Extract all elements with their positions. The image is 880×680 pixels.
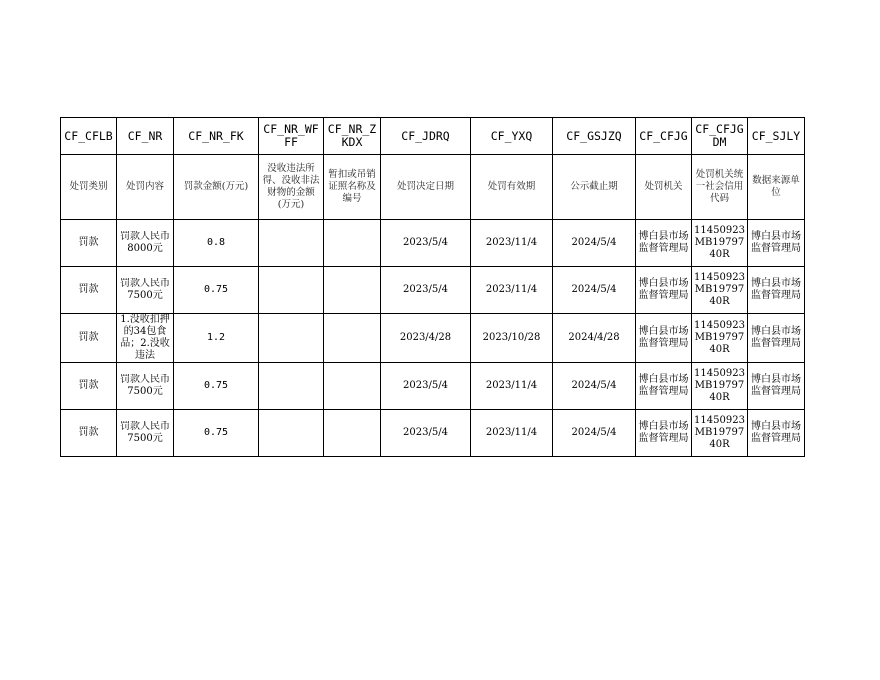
cell-penalty-authority[interactable]: 博白县市场监督管理局 [636, 220, 692, 267]
cell-fine-amount[interactable]: 0.75 [174, 363, 259, 410]
field-label[interactable]: 处罚机关 [636, 155, 692, 220]
field-code[interactable]: CF_NR_ZKDX [324, 118, 381, 155]
field-code[interactable]: CF_YXQ [471, 118, 553, 155]
cell-decision-date[interactable]: 2023/5/4 [381, 220, 471, 267]
cell-validity-date[interactable]: 2023/11/4 [471, 410, 553, 457]
cell-decision-date[interactable]: 2023/5/4 [381, 267, 471, 314]
cell-confiscation-amount[interactable] [259, 363, 324, 410]
cell-authority-code[interactable]: 11450923MB1979740R [692, 363, 748, 410]
field-label[interactable]: 处罚类别 [61, 155, 117, 220]
field-label[interactable]: 公示截止期 [553, 155, 636, 220]
cell-confiscation-amount[interactable] [259, 267, 324, 314]
table-row [61, 410, 805, 457]
cell-data-source[interactable]: 博白县市场监督管理局 [748, 363, 805, 410]
cell-penalty-content[interactable]: 罚款人民币7500元 [117, 363, 174, 410]
table-row [61, 314, 805, 363]
cell-penalty-authority[interactable]: 博白县市场监督管理局 [636, 267, 692, 314]
cell-authority-code[interactable]: 11450923MB1979740R [692, 410, 748, 457]
field-code[interactable]: CF_JDRQ [381, 118, 471, 155]
cell-publicity-end-date[interactable]: 2024/5/4 [553, 267, 636, 314]
cell-authority-code[interactable]: 11450923MB1979740R [692, 267, 748, 314]
field-code[interactable]: CF_GSJZQ [553, 118, 636, 155]
cell-decision-date[interactable]: 2023/5/4 [381, 363, 471, 410]
cell-confiscation-amount[interactable] [259, 410, 324, 457]
cell-penalty-content[interactable]: 罚款人民币8000元 [117, 220, 174, 267]
cell-authority-code[interactable]: 11450923MB1979740R [692, 314, 748, 363]
cell-penalty-type[interactable]: 罚款 [61, 410, 117, 457]
field-code-row [61, 118, 805, 155]
cell-data-source[interactable]: 博白县市场监督管理局 [748, 220, 805, 267]
cell-penalty-type[interactable]: 罚款 [61, 363, 117, 410]
cell-decision-date[interactable]: 2023/5/4 [381, 410, 471, 457]
field-code[interactable]: CF_SJLY [748, 118, 805, 155]
table-row [61, 267, 805, 314]
field-code[interactable]: CF_NR [117, 118, 174, 155]
cell-fine-amount[interactable]: 0.8 [174, 220, 259, 267]
cell-penalty-type[interactable]: 罚款 [61, 267, 117, 314]
cell-data-source[interactable]: 博白县市场监督管理局 [748, 410, 805, 457]
cell-validity-date[interactable]: 2023/11/4 [471, 363, 553, 410]
cell-decision-date[interactable]: 2023/4/28 [381, 314, 471, 363]
cell-license-info[interactable] [324, 220, 381, 267]
field-label[interactable]: 没收违法所得、没收非法财物的金额(万元) [259, 155, 324, 220]
penalty-table [60, 117, 805, 457]
field-code[interactable]: CF_CFLB [61, 118, 117, 155]
cell-confiscation-amount[interactable] [259, 314, 324, 363]
field-code[interactable]: CF_NR_FK [174, 118, 259, 155]
cell-license-info[interactable] [324, 267, 381, 314]
cell-penalty-content[interactable]: 罚款人民币7500元 [117, 267, 174, 314]
cell-fine-amount[interactable]: 0.75 [174, 410, 259, 457]
cell-penalty-content[interactable]: 罚款人民币7500元 [117, 410, 174, 457]
cell-penalty-type[interactable]: 罚款 [61, 220, 117, 267]
cell-penalty-type[interactable]: 罚款 [61, 314, 117, 363]
cell-publicity-end-date[interactable]: 2024/4/28 [553, 314, 636, 363]
field-label-row [61, 155, 805, 220]
cell-license-info[interactable] [324, 410, 381, 457]
cell-penalty-content[interactable]: 1.没收扣押的34包食品；2.没收违法 [117, 314, 174, 363]
cell-publicity-end-date[interactable]: 2024/5/4 [553, 363, 636, 410]
cell-penalty-authority[interactable]: 博白县市场监督管理局 [636, 314, 692, 363]
cell-penalty-authority[interactable]: 博白县市场监督管理局 [636, 363, 692, 410]
field-label[interactable]: 处罚有效期 [471, 155, 553, 220]
cell-data-source[interactable]: 博白县市场监督管理局 [748, 314, 805, 363]
field-label[interactable]: 罚款金额(万元) [174, 155, 259, 220]
field-label[interactable]: 数据来源单位 [748, 155, 805, 220]
cell-license-info[interactable] [324, 314, 381, 363]
field-code[interactable]: CF_CFJGDM [692, 118, 748, 155]
cell-data-source[interactable]: 博白县市场监督管理局 [748, 267, 805, 314]
cell-fine-amount[interactable]: 1.2 [174, 314, 259, 363]
cell-validity-date[interactable]: 2023/11/4 [471, 220, 553, 267]
cell-fine-amount[interactable]: 0.75 [174, 267, 259, 314]
field-label[interactable]: 处罚决定日期 [381, 155, 471, 220]
cell-validity-date[interactable]: 2023/11/4 [471, 267, 553, 314]
table-row [61, 363, 805, 410]
cell-license-info[interactable] [324, 363, 381, 410]
field-label[interactable]: 暂扣或吊销证照名称及编号 [324, 155, 381, 220]
cell-penalty-authority[interactable]: 博白县市场监督管理局 [636, 410, 692, 457]
cell-authority-code[interactable]: 11450923MB1979740R [692, 220, 748, 267]
cell-publicity-end-date[interactable]: 2024/5/4 [553, 410, 636, 457]
cell-confiscation-amount[interactable] [259, 220, 324, 267]
field-code[interactable]: CF_NR_WFFF [259, 118, 324, 155]
field-label[interactable]: 处罚机关统一社会信用代码 [692, 155, 748, 220]
cell-publicity-end-date[interactable]: 2024/5/4 [553, 220, 636, 267]
cell-validity-date[interactable]: 2023/10/28 [471, 314, 553, 363]
field-label[interactable]: 处罚内容 [117, 155, 174, 220]
field-code[interactable]: CF_CFJG [636, 118, 692, 155]
table-row [61, 220, 805, 267]
